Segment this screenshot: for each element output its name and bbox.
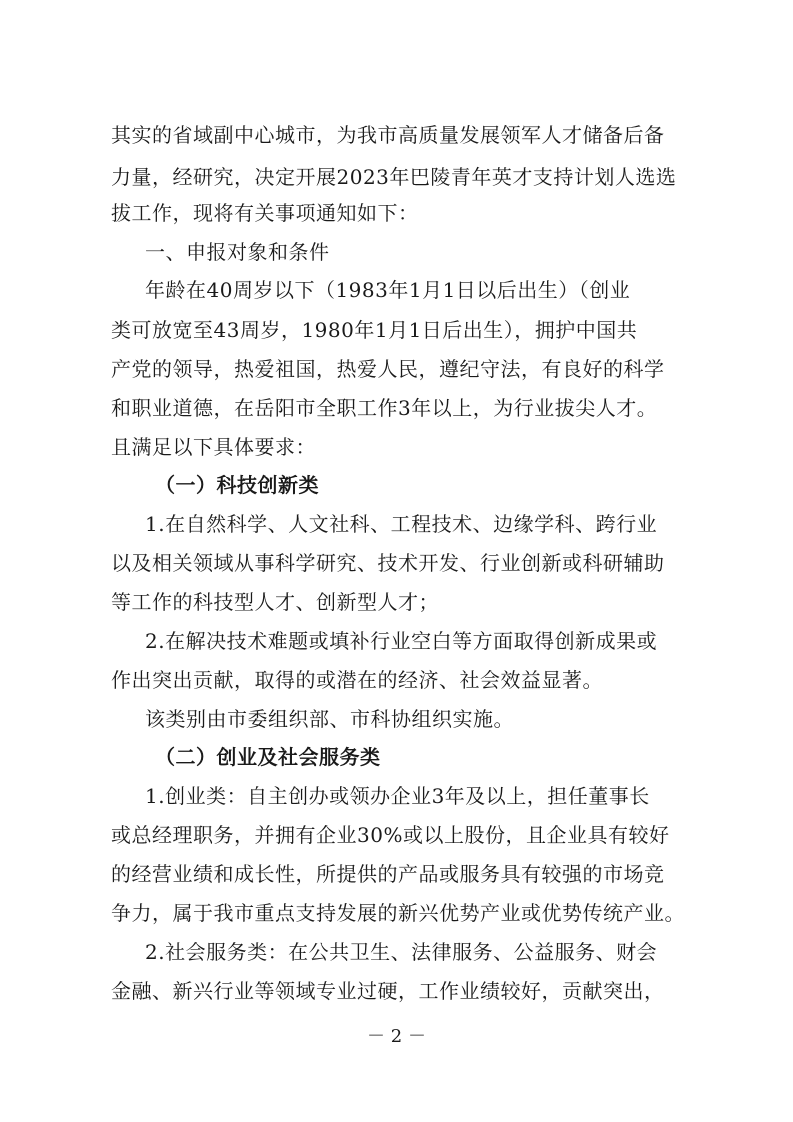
paragraph-line: 产党的领导，热爱祖国，热爱人民，遵纪守法，有良好的科学 [111, 357, 665, 381]
paragraph-line: 且满足以下具体要求： [111, 435, 316, 459]
paragraph-line: 其实的省域副中心城市，为我市高质量发展领军人才储备后备 [111, 123, 665, 147]
paragraph-line: 类可放宽至43周岁，1980年1月1日后出生），拥护中国共 [111, 318, 638, 342]
subsection-heading: （二）创业及社会服务类 [155, 745, 381, 769]
paragraph-line: 2.社会服务类：在公共卫生、法律服务、公益服务、财会 [145, 940, 658, 964]
paragraph-line: 作出突出贡献，取得的或潜在的经济、社会效益显著。 [111, 668, 603, 692]
section-heading: 一、申报对象和条件 [145, 240, 330, 264]
subsection-heading: （一）科技创新类 [155, 473, 319, 497]
page-number: － 2 － [367, 1026, 426, 1047]
paragraph-line: 和职业道德，在岳阳市全职工作3年以上，为行业拔尖人才。 [111, 396, 658, 420]
paragraph-line: 力量，经研究，决定开展2023年巴陵青年英才支持计划人选选 [111, 165, 677, 189]
paragraph-line: 以及相关领域从事科学研究、技术开发、行业创新或科研辅助 [111, 551, 665, 575]
paragraph-line: 争力，属于我市重点支持发展的新兴优势产业或优势传统产业。 [111, 901, 685, 925]
paragraph-line: 1.创业类：自主创办或领办企业3年及以上，担任董事长 [145, 784, 650, 808]
paragraph-line: 年龄在40周岁以下（1983年1月1日以后出生）（创业 [145, 278, 631, 302]
paragraph-line: 2.在解决技术难题或填补行业空白等方面取得创新成果或 [145, 629, 658, 653]
paragraph-line: 该类别由市委组织部、市科协组织实施。 [145, 707, 514, 731]
paragraph-line: 等工作的科技型人才、创新型人才； [111, 590, 439, 614]
paragraph-line: 金融、新兴行业等领域专业过硬，工作业绩较好，贡献突出， [111, 979, 665, 1003]
paragraph-line: 的经营业绩和成长性，所提供的产品或服务具有较强的市场竞 [111, 862, 665, 886]
paragraph-line: 1.在自然科学、人文社科、工程技术、边缘学科、跨行业 [145, 512, 658, 536]
paragraph-line: 拔工作，现将有关事项通知如下： [111, 201, 419, 225]
paragraph-line: 或总经理职务，并拥有企业30%或以上股份，且企业具有较好 [111, 823, 670, 847]
